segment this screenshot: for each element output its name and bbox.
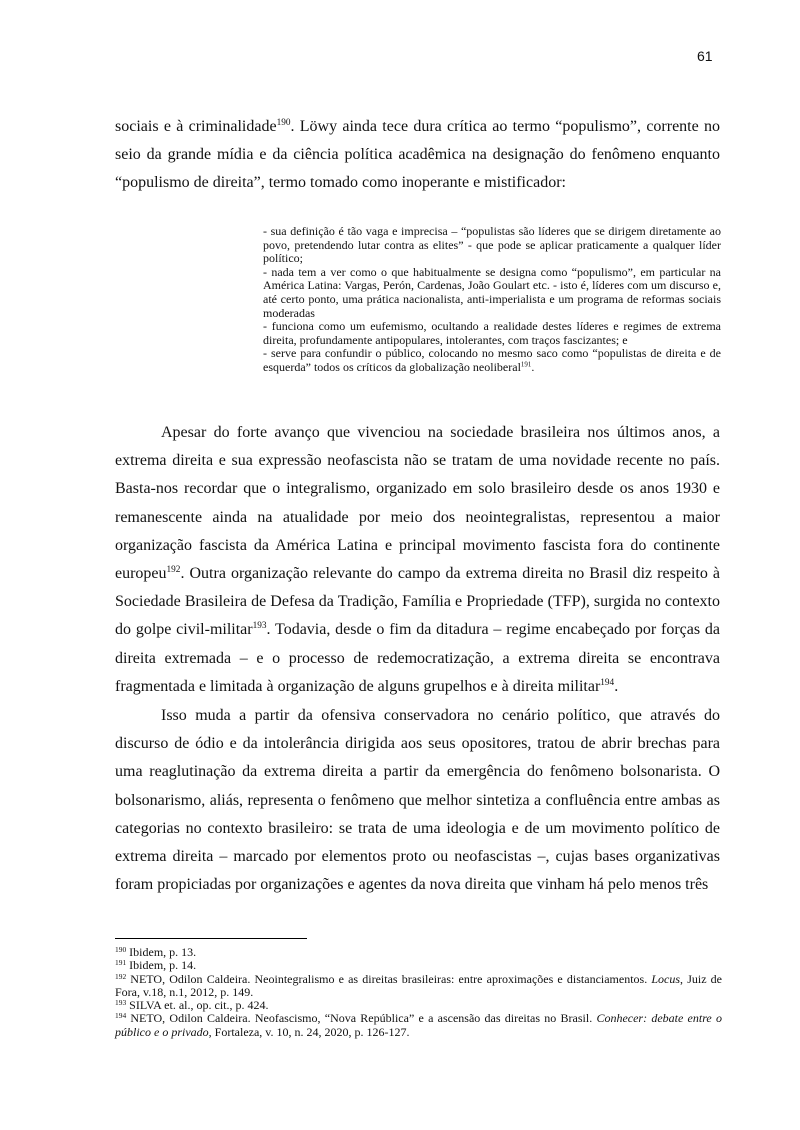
footnote-ref-193[interactable]: 193 [252,621,267,632]
footnote-text-tail: , Fortaleza, v. 10, n. 24, 2020, p. 126-127. [208,1024,410,1039]
paragraph-2-seg-1: Apesar do forte avanço que vivenciou na sociedade brasileira nos últimos anos, a extrema direita e sua expressão neofascista não se tratam de uma novidade recente no país. Basta-nos recordar que o integralismo, organizado em solo brasileiro desde os anos 1930 e remanescente ainda na atualidade por meio dos neointegralistas, representou a maior organização fascista da América Latina e principal movimento fascista fora do continente europeu [115,424,720,583]
footnote-ref-191[interactable]: 191 [520,360,532,369]
quote-item-1: - sua definição é tão vaga e imprecisa – “populistas são líderes que se dirigem diretamente ao povo, pretendendo lutar contra as elites” - que pode se aplicar praticamente a qualquer líder político; [263,224,721,266]
footnotes [115,946,722,1039]
quote-item-3: - funciona como um eufemismo, ocultando a realidade destes líderes e regimes de extrema direita, profundamente antipopulares, intolerantes, com traços fascizantes; e [263,319,721,347]
footnote-number: 194 [115,1011,127,1021]
paragraph-2-seg-4: . [614,677,619,695]
footnote-191 [115,959,722,972]
footnote-number: 192 [115,971,127,981]
footnote-text: NETO, Odilon Caldeira. Neointegralismo e as direitas brasileiras: entre aproximações e distanciamentos. [126,971,652,986]
paragraph-3-text: Isso muda a partir da ofensiva conservadora no cenário político, que através do discurso de ódio e da intolerância dirigida aos seus opositores, tratou de abrir brechas para uma reaglutinação da extrema direita a partir da emergência do fenômeno bolsonarista. O bolsonarismo, aliás, representa o fenômeno que melhor sintetiza a confluência entre ambas as categorias no contexto brasileiro: se trata de uma ideologia e de um movimento político de extrema direita – marcado por elementos proto ou neofascistas –, cujas bases organizativas foram propiciadas por organizações e agentes da nova direita que vinham há pelo menos três [115,707,720,894]
footnote-192 [115,973,722,1000]
footnote-text-tail: , Juiz de Fora, v.18, n.1, 2012, p. 149. [115,971,722,999]
paragraph-3 [115,702,720,899]
paragraph-1 [115,113,720,198]
footnote-ref-194[interactable]: 194 [600,677,615,688]
footnote-190 [115,946,722,959]
paragraph-2-seg-2: . Outra organização relevante do campo da extrema direita no Brasil diz respeito à Sociedade Brasileira de Defesa da Tradição, Família e Propriedade (TFP), surgida no contexto do golpe civil-militar [115,565,720,639]
page-number: 61 [697,48,713,64]
footnote-ref-190[interactable]: 190 [276,117,291,128]
footnote-number: 193 [115,998,127,1008]
footnote-text: Ibidem, p. 13. [126,945,197,959]
paragraph-1-text-a: sociais e à criminalidade [115,118,277,135]
block-quote [263,225,721,375]
paragraph-2 [115,419,720,701]
quote-item-4-end: . [531,359,535,374]
quote-item-4-text: - serve para confundir o público, colocando no mesmo saco como “populistas de direita e de esquerda” todos os críticos da globalização neoliberal [263,346,721,374]
quote-item-4 [263,347,721,374]
footnote-journal-title: Locus [651,971,681,986]
footnote-text: Ibidem, p. 14. [126,958,197,973]
footnote-text: NETO, Odilon Caldeira. Neofascismo, “Nova República” e a ascensão das direitas no Brasil. [126,1011,597,1026]
footnote-journal-title: Conhecer: debate entre o público e o privado [115,1011,722,1039]
footnote-separator [115,938,307,939]
footnote-text: SILVA et. al., op. cit., p. 424. [126,998,269,1013]
footnote-ref-192[interactable]: 192 [166,564,181,575]
paragraph-2-seg-3: . Todavia, desde o fim da ditadura – regime encabeçado por forças da direita extremada – e o processo de redemocratização, a extrema direita se encontrava fragmentada e limitada à organização de alguns grupelhos e à direita militar [115,621,721,695]
footnote-number: 190 [115,944,127,954]
footnote-194 [115,1012,722,1039]
footnote-number: 191 [115,958,127,968]
quote-item-2: - nada tem a ver como o que habitualmente se designa como “populismo”, em particular na América Latina: Vargas, Perón, Cardenas, João Goulart etc. - isto é, líderes com um discurso e, até certo ponto, uma prática nacionalista, anti-imperialista e um programa de reformas sociais moderadas [263,264,721,320]
paragraph-1-text-b: . Löwy ainda tece dura crítica ao termo “populismo”, corrente no seio da grande mídia e da ciência política acadêmica na designação do fenômeno enquanto “populismo de direita”, termo tomado como inoperante e mistificador: [115,118,720,192]
